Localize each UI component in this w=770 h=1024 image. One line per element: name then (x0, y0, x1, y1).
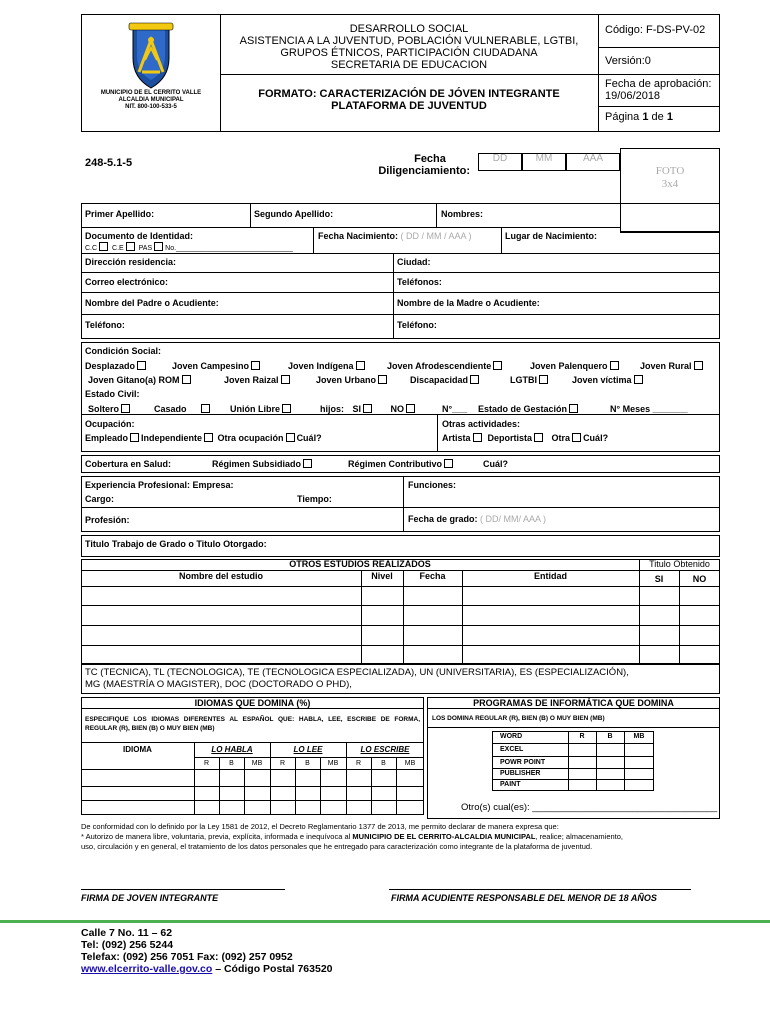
website-link[interactable]: www.elcerrito-valle.gov.co (81, 963, 213, 975)
col-lo-habla: LO HABLA (211, 745, 253, 754)
estado-gestacion-option[interactable]: Estado de Gestación (478, 404, 580, 415)
telefono-madre-label[interactable]: Teléfono: (397, 320, 437, 330)
idiomas-title: IDIOMAS QUE DOMINA (%) (194, 698, 311, 708)
joven-victima-option[interactable]: Joven víctima (572, 375, 645, 386)
sub-r-escribe: R (355, 760, 362, 767)
firma-joven-label: FIRMA DE JOVEN INTEGRANTE (81, 893, 219, 903)
program-excel: EXCEL (500, 746, 524, 753)
postal-code: – Código Postal 763520 (212, 963, 333, 975)
niveles-note: TC (TECNICA), TL (TECNOLOGICA), TE (TECNOLOGICA ESPECIALIZADA), UN (UNIVERSITARIA), ES (ESPECIALIZACIÓN), MG (MAESTRÍA O MAGISTER), DOC (DOCTORADO O PHD), (85, 667, 629, 690)
idiomas-instructions: ESPECIFIQUE LOS IDIOMAS DIFERENTES AL ESPAÑOL QUE: HABLA, LEE, ESCRIBE DE FORMA, REGULAR (R), BIEN (B) O MUY BIEN (MB) (85, 716, 420, 732)
firma-acudiente-label: FIRMA ACUDIENTE RESPONSABLE DEL MENOR DE 18 AÑOS (391, 893, 657, 903)
legal-text: De conformidad con lo definido por la Ley 1581 de 2012, el Decreto Reglamentario 1377 de 2013, me permito declarar de manera expresa que: * Autorizo de manera libre, voluntaria, previa, explícita, informada e inequívoca al MUNICIPIO DE EL CERRITO-ALCALDIA MUNICIPAL, realice; almacenamiento, uso, circulación y en general, el tratamiento de los datos personales que he entregado para caracterización como integrante de la plataforma de juventud. (81, 822, 624, 851)
joven-afro-option[interactable]: Joven Afrodescendiente (387, 361, 504, 372)
hijos-option[interactable]: hijos: SI NO (320, 404, 417, 415)
form-code-number: 248-5.1-5 (85, 157, 133, 169)
otros-programas-field[interactable]: Otro(s) cual(es): ___________________________________ (461, 802, 718, 813)
joven-palenquero-option[interactable]: Joven Palenquero (530, 361, 621, 372)
social-row-1[interactable]: Desplazado (85, 361, 148, 372)
salud-cual-field[interactable]: Cuál? (483, 459, 509, 469)
lugar-nacimiento-label[interactable]: Lugar de Nacimiento: (505, 231, 598, 241)
document-version: Versión:0 (605, 55, 651, 67)
program-paint: PAINT (500, 781, 521, 788)
profesion-label[interactable]: Profesión: (85, 515, 130, 525)
joven-rural-option[interactable]: Joven Rural (640, 361, 705, 372)
informatica-title: PROGRAMAS DE INFORMÁTICA QUE DOMINA (473, 698, 674, 708)
cc-checkbox[interactable] (99, 242, 108, 251)
padre-label[interactable]: Nombre del Padre o Acudiente: (85, 298, 219, 308)
otros-estudios-title: OTROS ESTUDIOS REALIZADOS (289, 559, 431, 569)
fecha-diligenciamiento-label: Fecha Diligenciamiento: (378, 153, 470, 177)
titulo-grado-label[interactable]: Titulo Trabajo de Grado o Titulo Otorgado: (85, 539, 267, 549)
nombres-label[interactable]: Nombres: (441, 209, 484, 219)
sub-b-lee: B (305, 760, 310, 767)
otras-actividades-options[interactable]: Artista Deportista Otra Cuál? (442, 433, 609, 443)
regimen-subsidiado-option[interactable]: Régimen Subsidiado (212, 459, 314, 470)
fecha-dd[interactable]: DD (478, 153, 522, 171)
sub-mb-lee: MB (327, 760, 339, 767)
telefono-padre-label[interactable]: Teléfono: (85, 320, 125, 330)
personal-data-table (81, 203, 720, 339)
org-name: MUNICIPIO DE EL CERRITO VALLE ALCALDIA MUNICIPAL NIT. 800-100-533-5 (100, 90, 202, 110)
joven-gitano-option[interactable]: Joven Gitano(a) ROM (88, 375, 193, 386)
col-no: NO (692, 574, 707, 584)
fecha-grado-label[interactable]: Fecha de grado: ( DD/ MM/ AAA ) (408, 514, 547, 524)
header-title: DESARROLLO SOCIAL ASISTENCIA A LA JUVENTUD, POBLACIÓN VULNERABLE, LGTBI, GRUPOS ÉTNICOS, PARTICIPACIÓN CIUDADANA SECRETARIA DE EDUCACION (239, 23, 579, 71)
joven-campesino-option[interactable]: Joven Campesino (172, 361, 262, 372)
format-title: FORMATO: CARACTERIZACIÓN DE JÓVEN INTEGRANTE PLATAFORMA DE JUVENTUD (258, 88, 560, 112)
program-word: WORD (500, 733, 523, 740)
documento-type-options[interactable]: C.C C.E PAS No.______________________________ (85, 242, 293, 253)
sub-r-lee: R (279, 760, 286, 767)
footer-telefax: Telefax: (092) 256 7051 Fax: (092) 257 0952 (81, 951, 293, 963)
fecha-nacimiento-label[interactable]: Fecha Nacimiento: ( DD / MM / AAA ) (318, 231, 472, 241)
info-col-r: R (579, 733, 585, 740)
footer-tel: Tel: (092) 256 5244 (81, 939, 174, 951)
titulo-obtenido-header: Titulo Obtenido (649, 559, 710, 569)
col-fecha: Fecha (419, 571, 446, 581)
fecha-aaa[interactable]: AAA (566, 153, 620, 171)
casado-option[interactable]: Casado (154, 404, 212, 415)
sub-mb-habla: MB (251, 760, 263, 767)
numero-meses[interactable]: N° Meses _______ (610, 404, 688, 414)
ciudad-label[interactable]: Ciudad: (397, 257, 431, 267)
primer-apellido-label[interactable]: Primer Apellido: (85, 209, 155, 219)
info-col-mb: MB (633, 733, 645, 740)
program-powerpoint: POWR POINT (500, 759, 546, 766)
footer-contact (81, 927, 333, 975)
experiencia-label[interactable]: Experiencia Profesional: Empresa: (85, 480, 234, 490)
footer-green-rule (0, 920, 770, 923)
joven-urbano-option[interactable]: Joven Urbano (316, 375, 389, 386)
correo-label[interactable]: Correo electrónico: (85, 277, 169, 287)
col-nombre-estudio: Nombre del estudio (178, 571, 263, 581)
approval-date: Fecha de aprobación: 19/06/2018 (605, 78, 712, 102)
col-entidad: Entidad (534, 571, 567, 581)
soltero-option[interactable]: Soltero (88, 404, 132, 415)
union-libre-option[interactable]: Unión Libre (230, 404, 293, 415)
program-publisher: PUBLISHER (500, 770, 541, 777)
segundo-apellido-label[interactable]: Segundo Apellido: (254, 209, 334, 219)
document-code: Código: F-DS-PV-02 (605, 24, 706, 36)
sub-r-habla: R (203, 760, 210, 767)
lgtbi-option[interactable]: LGTBI (510, 375, 550, 386)
photo-box[interactable]: FOTO 3x4 (620, 148, 720, 232)
regimen-contributivo-option[interactable]: Régimen Contributivo (348, 459, 455, 470)
col-si: SI (654, 574, 664, 584)
cobertura-salud-label: Cobertura en Salud: (85, 459, 172, 469)
ocupacion-options[interactable]: Empleado Independiente Otra ocupación Cuál? (85, 433, 322, 443)
col-nivel: Nivel (371, 571, 393, 581)
footer-address: Calle 7 No. 11 – 62 (81, 927, 173, 939)
discapacidad-option[interactable]: Discapacidad (410, 375, 481, 386)
cargo-label[interactable]: Cargo: (85, 494, 114, 504)
joven-indigena-option[interactable]: Joven Indígena (288, 361, 367, 372)
municipal-logo (102, 20, 200, 92)
pas-checkbox[interactable] (154, 242, 163, 251)
sub-b-habla: B (229, 760, 234, 767)
ocupacion-title: Ocupación: (85, 419, 135, 429)
funciones-label[interactable]: Funciones: (408, 480, 457, 490)
direccion-label[interactable]: Dirección residencia: (85, 257, 177, 267)
col-idioma: IDIOMA (123, 745, 152, 754)
col-lo-escribe: LO ESCRIBE (360, 745, 410, 754)
sub-mb-escribe: MB (404, 760, 416, 767)
col-lo-lee: LO LEE (293, 745, 323, 754)
informatica-instructions: LOS DOMINA REGULAR (R), BIEN (B) O MUY BIEN (MB) (432, 715, 605, 722)
joven-raizal-option[interactable]: Joven Raizal (224, 375, 292, 386)
tiempo-label[interactable]: Tiempo: (297, 494, 332, 504)
telefonos-label[interactable]: Teléfonos: (397, 277, 442, 287)
documento-label[interactable]: Documento de Identidad: (85, 231, 193, 241)
page-number: Página 1 de 1 (605, 111, 673, 123)
sub-b-escribe: B (381, 760, 386, 767)
otras-actividades-title: Otras actividades: (442, 419, 521, 429)
estado-civil-title: Estado Civil: (85, 389, 140, 399)
numero-hijos[interactable]: N°___ (442, 404, 468, 414)
info-col-b: B (607, 733, 613, 740)
fecha-mm[interactable]: MM (522, 153, 566, 171)
madre-label[interactable]: Nombre de la Madre o Acudiente: (397, 298, 540, 308)
condicion-social-title: Condición Social: (85, 346, 162, 356)
ce-checkbox[interactable] (126, 242, 135, 251)
